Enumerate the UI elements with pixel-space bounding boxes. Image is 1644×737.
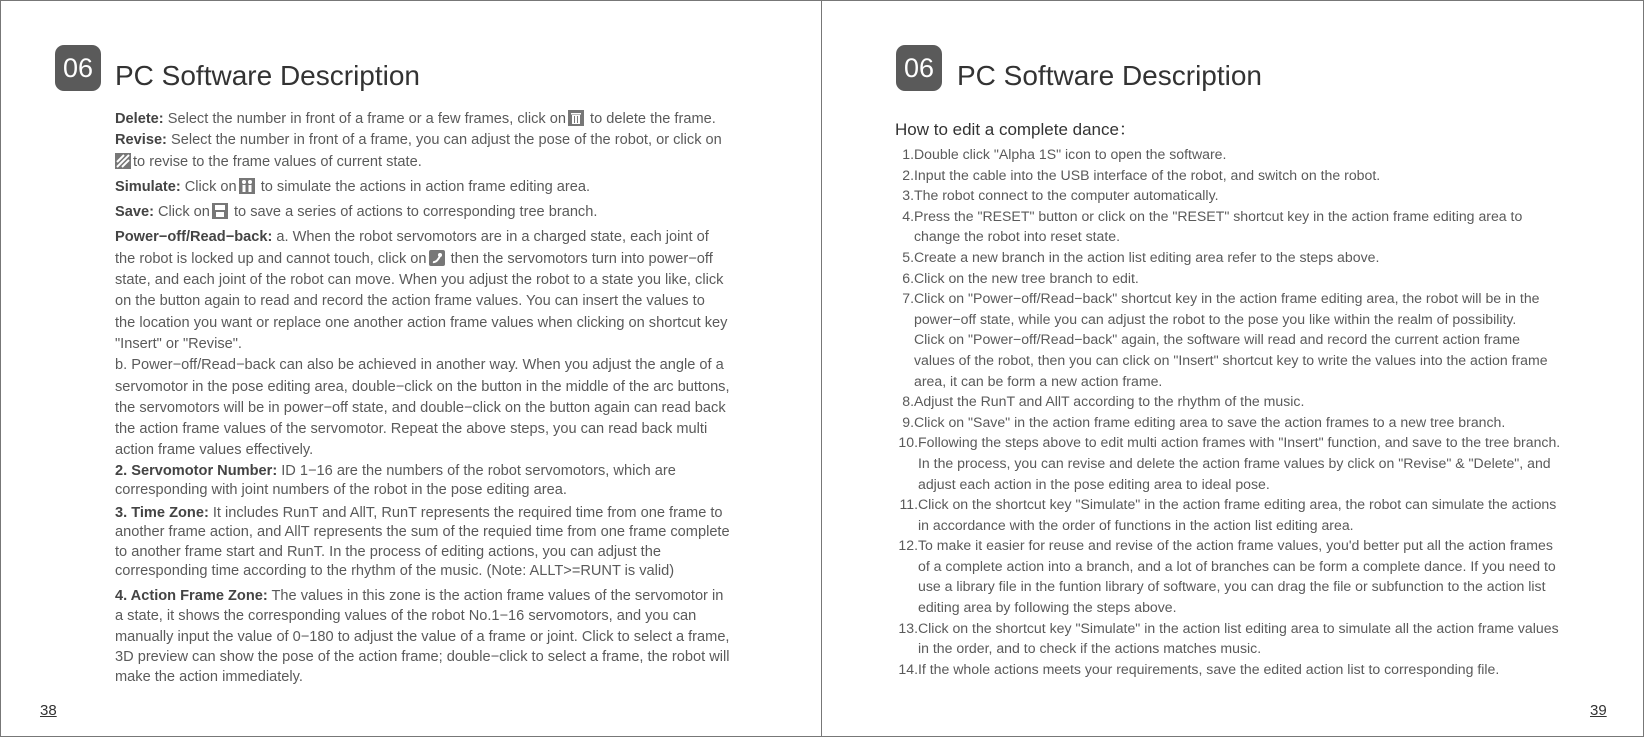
- step-item: [894, 432, 1594, 494]
- step-line: of a complete action into a branch, and a lot of branches can be form a complete dance. If you need to: [918, 557, 1556, 574]
- steps-list: [894, 144, 1594, 679]
- right-page: [822, 0, 1644, 737]
- step-text: [914, 185, 1594, 206]
- chapter-badge: 06: [55, 45, 101, 91]
- step-item: [894, 618, 1594, 659]
- step-line: Create a new branch in the action list editing area refer to the steps above.: [914, 248, 1380, 265]
- time-zone-label: 3. Time Zone:: [115, 504, 209, 521]
- save-paragraph: Save: Click on to save a series of actions to corresponding tree branch.: [115, 204, 598, 221]
- step-number: 13.: [898, 619, 918, 636]
- servomotor-number-paragraph: 2. Servomotor Number: ID 1−16 are the numbers of the robot servomotors, which are corresponding with joint numbers of the robot in the pose editing area.: [115, 462, 676, 498]
- revise-paragraph: Revise: Select the number in front of a frame, you can adjust the pose of the robot, or click on to revise to the frame values of current state.: [115, 132, 722, 170]
- step-line: Click on the shortcut key "Simulate" in the action list editing area to simulate all the action frame values: [918, 619, 1559, 636]
- step-number: 10.: [898, 434, 918, 451]
- step-line: Click on "Power−off/Read−back" shortcut key in the action frame editing area, the robot will be in the: [914, 290, 1540, 307]
- step-item: [894, 165, 1594, 186]
- step-text: [918, 432, 1594, 494]
- power-off-label: Power−off/Read−back:: [115, 229, 273, 246]
- step-text: [914, 247, 1594, 268]
- simulate-icon: [239, 178, 255, 194]
- step-number: 9.: [902, 413, 914, 430]
- step-line: Click on "Save" in the action frame editing area to save the action frames to a new tree branch.: [914, 413, 1506, 430]
- step-number: 3.: [902, 187, 914, 204]
- step-line: area, it can be form a new action frame.: [914, 372, 1163, 389]
- step-line: use a library file in the funtion library of software, you can drag the file or subfunction to the action list: [918, 578, 1546, 595]
- step-item: [894, 185, 1594, 206]
- step-text: [914, 391, 1594, 412]
- step-number: 14.: [898, 660, 918, 677]
- step-line: power−off state, while you can adjust the robot to the pose you like within the realm of possibility.: [914, 310, 1517, 327]
- floppy-disk-icon: [212, 203, 228, 219]
- step-line: adjust each action in the pose editing area to ideal pose.: [918, 475, 1270, 492]
- power-off-paragraph: Power−off/Read−back: a. When the robot servomotors are in a charged state, each joint of the robot is locked up and cannot touch, click on then the servomotors turn into power−off state, and each joint of the robot can move. When you adjust the robot to a state you like, click on the button again to read and record the action frame values. You can insert the values to the location you want or replace one another action frame values when clicking on shortcut key "Insert" or "Revise". b. Power−off/Read−back can also be achieved in another way. When you adjust the angle of a servomotor in the pose editing area, double−click on the button in the middle of the arc buttons, the servomotors will be in power−off state, and double−click on the button again can read back the action frame values of the servomotor. Repeat the above steps, you can read back multi action frame values effectively.: [115, 229, 730, 459]
- step-line: in accordance with the order of functions in the action list editing area.: [918, 516, 1354, 533]
- step-number: 1.: [902, 146, 914, 162]
- step-item: [894, 412, 1594, 433]
- step-text: [914, 268, 1594, 289]
- chapter-badge: 06: [896, 45, 942, 91]
- page-title: PC Software Description: [957, 60, 1263, 91]
- step-line: Click on "Power−off/Read−back" again, the software will read and record the current action frame: [914, 331, 1520, 348]
- step-line: To make it easier for reuse and revise of the action frame values, you'd better put all the action frames: [918, 537, 1553, 554]
- step-text: [914, 165, 1594, 186]
- step-text: [914, 206, 1594, 247]
- step-line: Press the "RESET" button or click on the "RESET" shortcut key in the action frame editing area to: [914, 207, 1523, 224]
- step-line: In the process, you can revise and delete the action frame values by click on "Revise" & "Delete", and: [918, 454, 1551, 471]
- left-body: [115, 109, 760, 688]
- step-number: 11.: [899, 496, 918, 513]
- time-zone-paragraph: 3. Time Zone: It includes RunT and AllT, RunT represents the required time from one frame to another frame action, and AllT represents the sum of the requied time from one frame complete to another frame start and RunT. In the process of editing actions, you can adjust the corresponding time according to the rhythm of the music. (Note: ALLT>=RUNT is valid): [115, 504, 730, 580]
- revise-icon: [115, 153, 131, 169]
- step-number: 12.: [898, 537, 918, 554]
- step-number: 6.: [902, 269, 914, 286]
- step-line: Input the cable into the USB interface of the robot, and switch on the robot.: [914, 166, 1381, 183]
- step-number: 2.: [902, 166, 914, 183]
- step-text: [918, 494, 1594, 535]
- step-item: [894, 268, 1594, 289]
- step-text: [914, 144, 1594, 165]
- step-item: [894, 391, 1594, 412]
- step-line: Double click "Alpha 1S" icon to open the software.: [914, 146, 1227, 162]
- step-number: 8.: [902, 393, 914, 410]
- section-heading: How to edit a complete dance：: [895, 120, 1136, 139]
- step-line: Click on the shortcut key "Simulate" in the action frame editing area, the robot can simulate the actions: [918, 496, 1557, 513]
- step-text: [918, 618, 1594, 659]
- step-item: [894, 494, 1594, 535]
- step-item: [894, 288, 1594, 391]
- delete-label: Delete:: [115, 111, 164, 127]
- left-page: [0, 0, 821, 737]
- servomotor-number-label: 2. Servomotor Number:: [115, 462, 278, 479]
- action-frame-zone-label: 4. Action Frame Zone:: [115, 587, 268, 604]
- step-item: [894, 535, 1594, 617]
- step-number: 4.: [902, 207, 914, 224]
- step-line: values of the robot, then you can click on "Insert" shortcut key to write the values into the action frame: [914, 351, 1548, 368]
- step-item: [894, 247, 1594, 268]
- page-title: PC Software Description: [115, 60, 421, 91]
- step-item: [894, 206, 1594, 247]
- step-line: Following the steps above to edit multi action frames with "Insert" function, and save to the tree branch.: [918, 434, 1561, 451]
- step-text: [918, 659, 1594, 680]
- step-item: [894, 659, 1594, 680]
- step-line: editing area by following the steps above.: [918, 599, 1177, 616]
- power-off-icon: [429, 250, 445, 266]
- simulate-paragraph: Simulate: Click on to simulate the actions in action frame editing area.: [115, 178, 591, 195]
- delete-paragraph: Delete: Select the number in front of a frame or a few frames, click on to delete the frame.: [115, 111, 716, 127]
- step-number: 7.: [902, 290, 914, 307]
- trash-icon: [568, 110, 584, 126]
- step-text: [918, 535, 1594, 617]
- step-line: The robot connect to the computer automatically.: [914, 187, 1219, 204]
- step-line: Click on the new tree branch to edit.: [914, 269, 1139, 286]
- action-frame-zone-paragraph: 4. Action Frame Zone: The values in this zone is the action frame values of the servomotor in a state, it shows the corresponding values of the robot No.1−16 servomotors, and you can manually input the value of 0−180 to adjust the value of a frame or joint. Click to select a frame, 3D preview can show the pose of the action frame; double−click to select a frame, the robot will make the action immediately.: [115, 587, 730, 686]
- step-line: Adjust the RunT and AllT according to the rhythm of the music.: [914, 393, 1305, 410]
- step-line: in the order, and to check if the actions matches music.: [918, 640, 1262, 657]
- step-text: [914, 288, 1594, 391]
- page-number: 39: [1590, 702, 1607, 719]
- simulate-label: Simulate:: [115, 178, 181, 195]
- page-number: 38: [40, 702, 57, 719]
- step-number: 5.: [902, 248, 914, 265]
- step-item: [894, 144, 1594, 165]
- save-label: Save:: [115, 204, 154, 221]
- revise-label: Revise:: [115, 132, 167, 149]
- step-line: If the whole actions meets your requirements, save the edited action list to corresponding file.: [918, 660, 1500, 677]
- step-line: change the robot into reset state.: [914, 228, 1121, 245]
- step-text: [914, 412, 1594, 433]
